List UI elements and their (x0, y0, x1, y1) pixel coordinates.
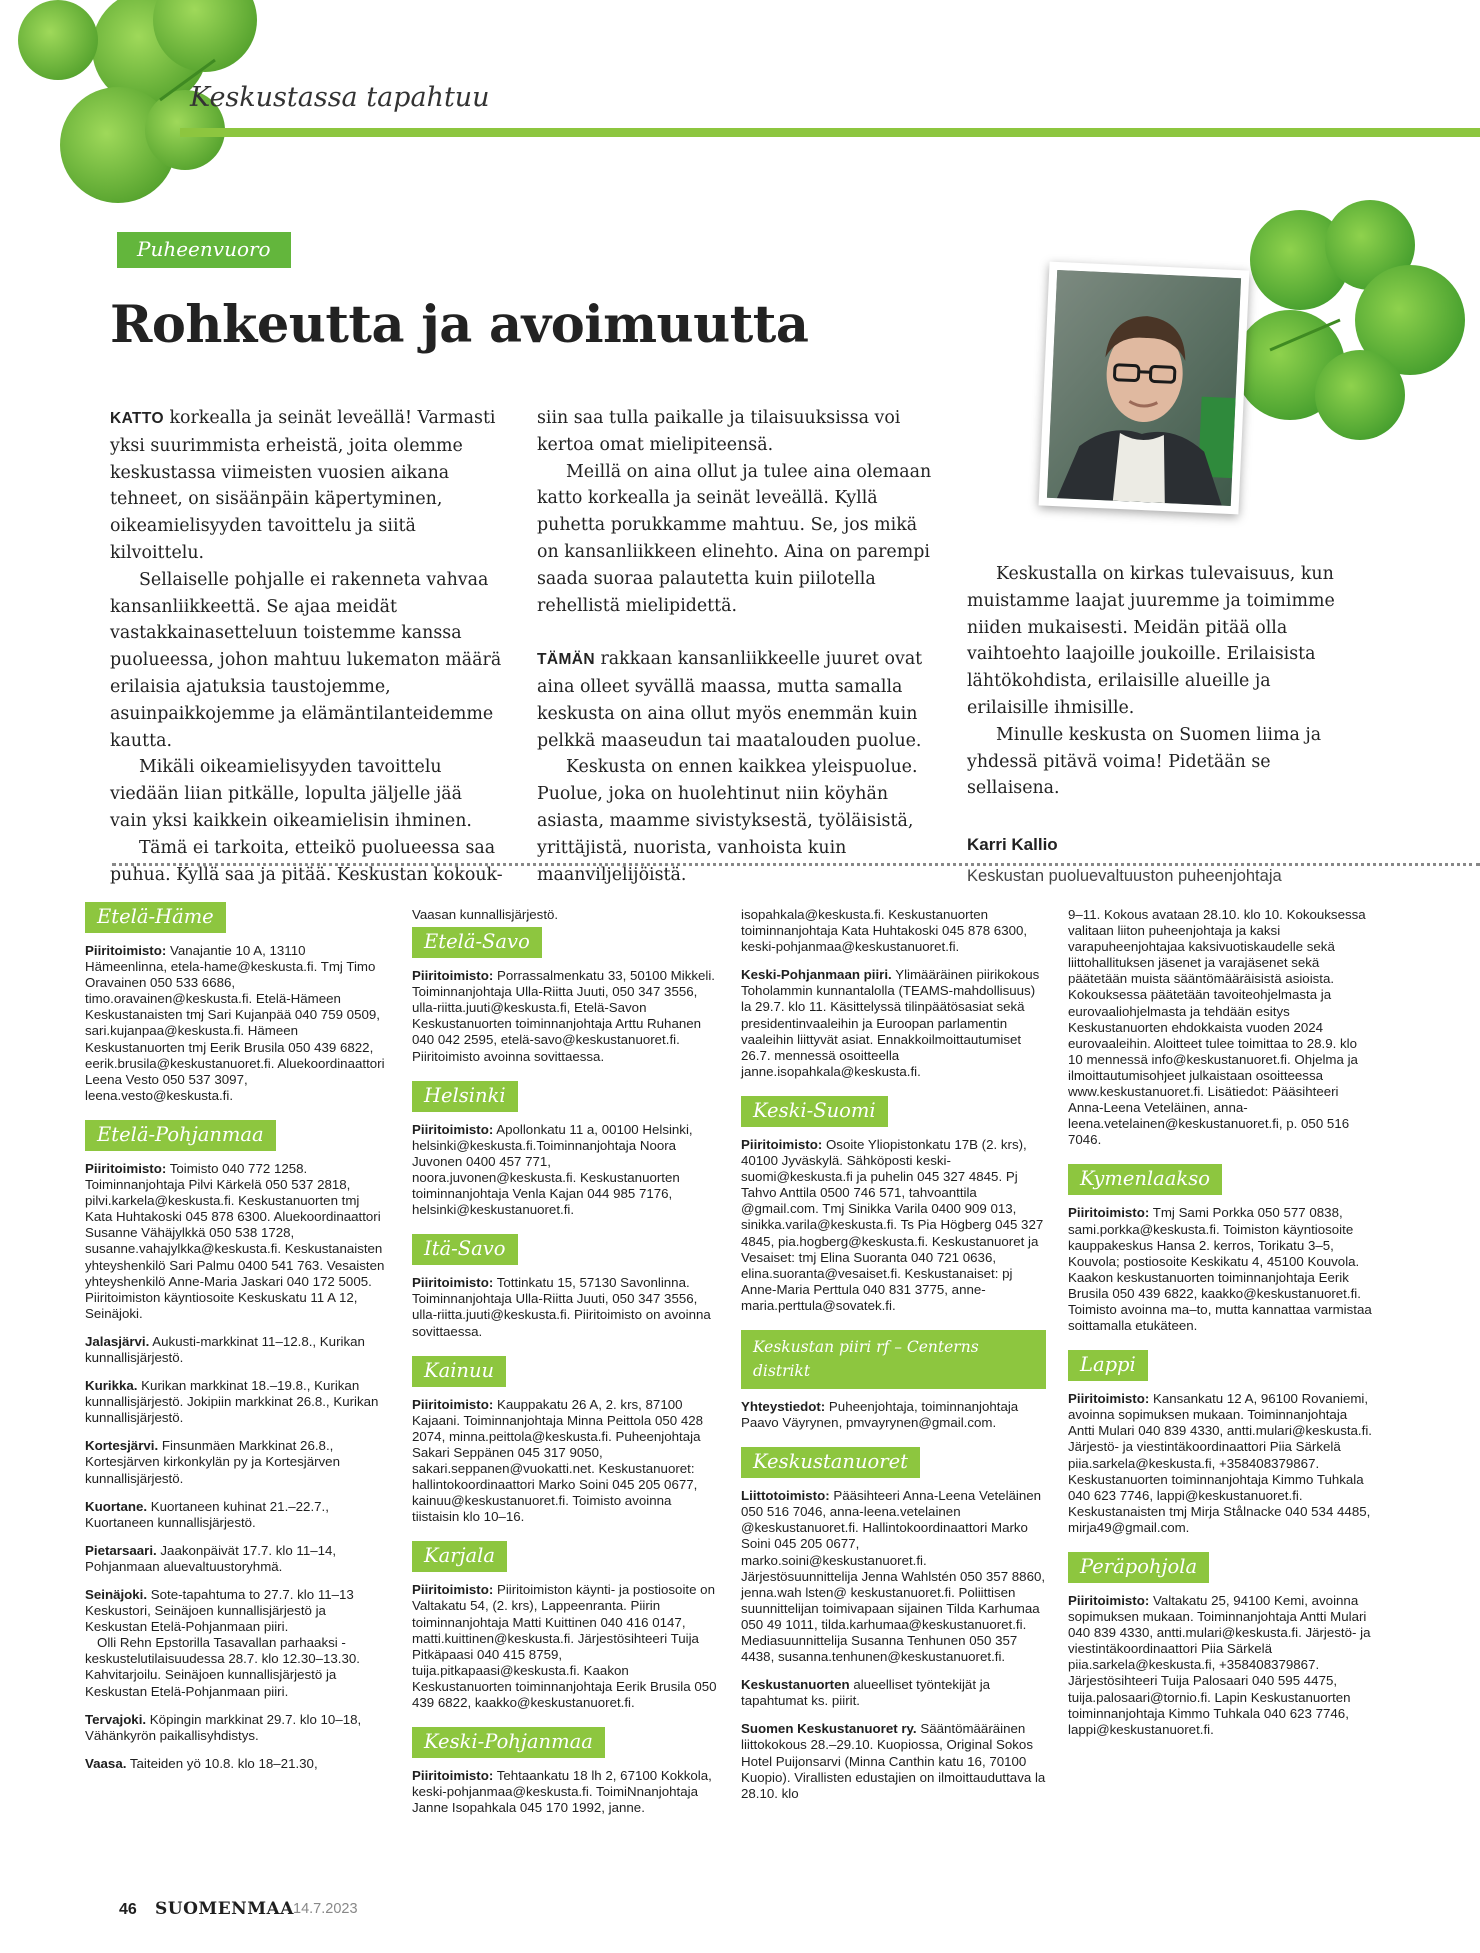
issue-date: 14.7.2023 (293, 1901, 358, 1917)
region-info: Piiritoimisto: Valtakatu 25, 94100 Kemi, avoinna sopimuksen mukaan. Toiminnanjohtaja Antti Mulari 040 839 4330, antti.mulari@keskusta.fi. Järjestö- ja viestintäkoordinaattori Piia Särkelä piia.sarkela@keskusta.fi, +358408379867. Järjestösihteeri Tuija Palosaari 040 595 4475, tuija.palosaari@tornio.fi. Lapin Keskustanuorten toiminnanjohtaja Kimmo Tuhkala 040 623 7746, lappi@keskustanuoret.fi. (1068, 1593, 1371, 1737)
article-paragraph (537, 646, 937, 754)
article-paragraph: Mikäli oikeamielisyyden tavoittelu viedään liian pitkälle, lopulta jäljelle jää vain yksi kaikkein oikeamielisin ihminen. (110, 757, 472, 831)
event-item: Kortesjärvi. Finsunmäen Markkinat 26.8., Kortesjärven kirkonkylän py ja Kortesjärven kunnallisjärjestö. (85, 1438, 340, 1486)
page-number: 46 (119, 1901, 137, 1918)
lead-word: TÄMÄN (537, 651, 595, 669)
event-item: Suomen Keskustanuoret ry. Sääntömääräinen liittokokous 28.–29.10. Kuopiossa, Original Sokos Hotel Puijonsarvi (Minna Canthin katu 16, 70100 Kuopio). Virallisten edustajien on ilmoittauduttava la 28.10. klo (741, 1721, 1046, 1801)
section-divider (112, 863, 1480, 866)
article-paragraph: Keskusta on ennen kaikkea yleispuolue. Puolue, joka on huolehtinut niin köyhän asiasta, maamme sivistyksestä, työläisistä, yrittäjistä, nuorista, vanhoista kuin maanviljelijöistä. (537, 757, 918, 885)
region-heading: Karjala (412, 1541, 507, 1572)
article-paragraph: Meillä on aina ollut ja tulee aina olemaan katto korkealla ja seinät leveällä. Kyllä puhetta porukkamme mahtuu. Se, jos mikä on kansanliikkeen elinehto. Aina on parempi saada suoraa palautetta kuin piilotella rehellistä mielipidettä. (537, 461, 932, 616)
region-info: Piiritoimisto: Tmj Sami Porkka 050 577 0838, sami.porkka@keskusta.fi. Toimiston käyntiosoite kauppakeskus Hansa 2. kerros, Torikatu 3–5, Kouvola; postiosoite Keskikatu 4, 45100 Kouvola. Kaakon keskustanuorten toiminnanjohtaja Eerik Brusila 050 439 6822, kaakko@keskustanuoret.fi. Toimisto avoinna ma–to, mutta kannattaa varmistaa soittamalla etukäteen. (1068, 1205, 1372, 1334)
event-item: Kurikka. Kurikan markkinat 18.–19.8., Kurikan kunnallisjärjestö. Jokipiin markkinat 26.8., Kurikan kunnallisjärjestö. (85, 1378, 379, 1426)
event-item: Jalasjärvi. Aukusti-markkinat 11–12.8., Kurikan kunnallisjärjestö. (85, 1333, 365, 1365)
author-role: Keskustan puoluevaltuuston puheenjohtaja (967, 866, 1282, 885)
region-heading: Etelä-Häme (85, 902, 226, 933)
region-heading: Keski-Pohjanmaa (412, 1727, 605, 1758)
lead-word: KATTO (110, 410, 164, 427)
article-tag: Puheenvuoro (117, 232, 291, 268)
article-paragraph: Minulle keskusta on Suomen liima ja yhdessä pitävä voima! Pidetään se sellaisena. (967, 724, 1322, 799)
article-title: Rohkeutta ja avoimuutta (110, 295, 809, 355)
region-heading: Kymenlaakso (1068, 1164, 1222, 1195)
clover-icon (1210, 200, 1480, 460)
paragraph-text: korkealla ja seinät leveällä! Varmasti yksi suurimmista erheistä, joita olemme keskustassa viimeisten vuosien aikana tehneet, on sisäänpäin käpertyminen, oikeamielisyyden tavoittelu ja siitä kilvoittelu. (110, 408, 496, 563)
event-item: Seinäjoki. Sote-tapahtuma to 27.7. klo 11–13 Keskustori, Seinäjoen kunnallisjärjestö ja Keskustan Etelä-Pohjanmaan piiri. (85, 1587, 354, 1635)
region-info: Piiritoimisto: Kansankatu 12 A, 96100 Rovaniemi, avoinna sopimuksen mukaan. Toiminnanjohtaja Antti Mulari 040 839 4330, antti.mulari@keskusta.fi. Järjestö- ja viestintäkoordinaattori Piia Särkelä piia.sarkela@keskusta.fi, +358408379867. Keskustanuorten toiminnanjohtaja Kimmo Tuhkala 040 623 7746, lappi@keskustanuoret.fi. Keskustanaisten tmj Mirja Stålnacke 040 534 4485, mirja49@gmail.com. (1068, 1391, 1372, 1535)
region-heading: Itä-Savo (412, 1234, 518, 1265)
events-column-3 (741, 907, 1046, 1814)
event-item: Keski-Pohjanmaan piiri. Ylimääräinen piirikokous Toholammin kunnantalolla (TEAMS-mahdollisuus) la 29.7. klo 11. Käsittelyssä tilinpäätösasiat sekä presidentinvaaleihin ja Euroopan parlamentin vaaleihin liittyvät asiat. Ennakkoilmoittautumiset 26.7. mennessä osoitteella janne.isopahkala@keskusta.fi. (741, 967, 1040, 1079)
event-continuation: Vaasan kunnallisjärjestö. (412, 907, 559, 922)
event-item: Vaasa. Taiteiden yö 10.8. klo 18–21.30, (85, 1755, 318, 1771)
region-info: Piiritoimisto: Osoite Yliopistonkatu 17B (2. krs), 40100 Jyväskylä. Sähköposti keski-suomi@keskusta.fi ja puhelin 045 327 4845. Pj Tahvo Anttila 0500 746 571, tahvoanttila @gmail.com. Tmj Sinikka Varila 0400 909 013, sinikka.varila@keskusta.fi. Ts Pia Högberg 045 327 4845, pia.hogberg@keskusta.fi. Keskustanuoret ja Vesaiset: tmj Elina Suoranta 040 721 0636, elina.suoranta@vesaiset.fi. Keskustanaiset: pj Anne-Maria Perttula 040 831 3775, anne-maria.perttula@sovatek.fi. (741, 1136, 1044, 1313)
article-column-2 (537, 405, 937, 888)
header-rule (180, 128, 1480, 137)
region-info: Piiritoimisto: Toimisto 040 772 1258. Toiminnanjohtaja Pilvi Kärkelä 050 537 2818, pilvi.karkela@keskusta.fi. Keskustanuorten tmj Kata Huhtakoski 045 878 6300. Aluekoordinaattori Susanne Vähäjylkkä 050 538 1728, susanne.vahajylkka@keskusta.fi. Keskustanaisten yhteyshenkilö Sari Palmu 0400 541 763. Vesaisten yhteyshenkilö Anne-Maria Jaskari 040 172 5005. Piiritoimiston käyntiosoite Keskuskatu 11 A 12, Seinäjoki. (85, 1160, 385, 1321)
region-heading: Keskustan piiri rf – Centerns distrikt (741, 1330, 1046, 1389)
author-name: Karri Kallio (967, 835, 1058, 855)
event-continuation: isopahkala@keskusta.fi. Keskustanuorten toiminnanjohtaja Kata Huhtakoski 045 878 6300, keski-pohjanmaa@keskustanuoret.fi. (741, 907, 1028, 955)
article-paragraph: Keskustalla on kirkas tulevaisuus, kun muistamme laajat juuremme ja toimimme niiden mukaisesti. Meidän pitää olla vaihtoehto laajoille joukoille. Erilaisista lähtökohdista, erilaisille alueille ja erilaisille ihmisille. (967, 564, 1335, 718)
region-info: Keskustanuorten alueelliset työntekijät ja tapahtumat ks. piirit. (741, 1677, 991, 1709)
article-paragraph: siin saa tulla paikalle ja tilaisuuksissa voi kertoa omat mielipiteensä. (537, 408, 901, 455)
event-item: Tervajoki. Köpingin markkinat 29.7. klo 10–18, Vähänkyrön paikallisyhdistys. (85, 1711, 362, 1743)
region-info: Piiritoimisto: Kauppakatu 26 A, 2. krs, 87100 Kajaani. Toiminnanjohtaja Minna Peittola 050 428 2074, minna.peittola@keskusta.fi. Puheenjohtaja Sakari Seppänen 045 317 9050, sakari.seppanen@vuokatti.net. Keskustanuoret: hallintokoordinaattori Marko Soini 045 205 0677, kainuu@keskustanuoret.fi. Toimisto avoinna tiistaisin klo 10–16. (412, 1396, 704, 1525)
paragraph-text: rakkaan kansanliikkeelle juuret ovat aina olleet syvällä maassa, mutta samalla keskusta on aina ollut myös enemmän kuin pelkkä maaseudun tai maatalouden puolue. (537, 649, 923, 751)
region-heading: Etelä-Pohjanmaa (85, 1120, 276, 1151)
region-info: Piiritoimisto: Tehtaankatu 18 lh 2, 67100 Kokkola, keski-pohjanmaa@keskusta.fi. ToimiNnanjohtaja Janne Isopahkala 045 170 1992, janne. (412, 1768, 712, 1816)
article-column-1 (110, 405, 503, 888)
region-heading: Peräpohjola (1068, 1552, 1209, 1583)
section-heading: Keskustassa tapahtuu (190, 82, 490, 113)
magazine-brand: SUOMENMAA (155, 1899, 294, 1919)
event-item: Kuortane. Kuortaneen kuhinat 21.–22.7., Kuortaneen kunnallisjärjestö. (85, 1498, 329, 1530)
author-photo-frame (1039, 262, 1250, 515)
region-heading: Keskustanuoret (741, 1447, 920, 1478)
region-heading: Kainuu (412, 1356, 506, 1387)
region-info: Piiritoimisto: Porrassalmenkatu 33, 50100 Mikkeli. Toiminnanjohtaja Ulla-Riitta Juuti, 050 347 3556, ulla-riitta.juuti@keskusta.fi, Etelä-Savon Keskustanuorten toiminnanjohtaja Arttu Ruhanen 040 042 2595, etelä-savo@keskustanuoret.fi. Piiritoimisto avoinna sovittaessa. (412, 968, 715, 1064)
region-info: Piiritoimisto: Piiritoimiston käynti- ja postiosoite on Valtakatu 54, (2. krs), Lappeenranta. Piirin toiminnanjohtaja Matti Kuittinen 040 416 0147, matti.kuittinen@keskusta.fi. Järjestösihteeri Tuija Pitkäpaasi 040 415 8759, tuija.pitkapaasi@keskusta.fi. Kaakon Keskustanuorten toiminnanjohtaja Eerik Brusila 050 439 6822, kaakko@keskustanuoret.fi. (412, 1582, 717, 1710)
events-column-1 (85, 898, 385, 1784)
region-heading: Helsinki (412, 1081, 518, 1112)
author-photo (1047, 270, 1241, 506)
region-info: Piiritoimisto: Vanajantie 10 A, 13110 Hämeenlinna, etela-hame@keskusta.fi. Tmj Timo Oravainen 050 533 6686, timo.oravainen@keskusta.fi. Etelä-Hämeen Keskustanaisten tmj Sari Kujanpää 040 759 0509, sari.kujanpaa@keskusta.fi. Hämeen Keskustanuorten tmj Eerik Brusila 050 439 6822, eerik.brusila@keskustanuoret.fi. Aluekoordinaattori Leena Vesto 050 537 3097, leena.vesto@keskusta.fi. (85, 943, 385, 1103)
event-continuation: 9–11. Kokous avataan 28.10. klo 10. Kokouksessa valitaan liiton puheenjohtaja ja kaksi varapuheenjohtajaa kaksivuotiskaudelle sekä liittohallituksen jäsenet ja varajäsenet sekä päätetään muista sääntömääräisistä asioista. Kokouksessa päätetään tavoiteohjelmasta ja eurovaaliohjelmasta ja tehdään esitys Keskustanuorten ehdokkaista vuoden 2024 eurovaaleihin. Aloitteet tulee toimittaa to 28.9. klo 10 mennessä info@keskustanuoret.fi. Ohjelma ja ilmoittautumisohjeet julkaistaan osoitteessa www.keskustanuoret.fi. Lisätiedot: Pääsihteeri Anna-Leena Veteläinen, anna-leena.vetelainen@keskustanuoret.fi, p. 050 516 7046. (1068, 907, 1366, 1148)
article-paragraph: Tämä ei tarkoita, etteikö puolueessa saa puhua. Kyllä saa ja pitää. Keskustan kokouk- (110, 837, 503, 885)
region-info: Piiritoimisto: Tottinkatu 15, 57130 Savonlinna. Toiminnanjohtaja Ulla-Riitta Juuti, 050 347 3556, ulla-riitta.juuti@keskusta.fi. Piiritoimisto on avoinna sovittaessa. (412, 1275, 711, 1339)
region-info: Piiritoimisto: Apollonkatu 11 a, 00100 Helsinki, helsinki@keskusta.fi.Toiminnanjohtaja Noora Juvonen 0400 457 771, noora.juvonen@keskusta.fi. Keskustanuorten toiminnanjohtaja Venla Kajan 044 985 7176, helsinki@keskustanuoret.fi. (412, 1121, 693, 1218)
region-heading: Keski-Suomi (741, 1096, 888, 1127)
author-block (967, 832, 1335, 890)
article-paragraph (110, 405, 503, 567)
article-column-3 (967, 561, 1335, 890)
region-info: Yhteystiedot: Puheenjohtaja, toiminnanjohtaja Paavo Väyrynen, pmvayrynen@gmail.com. (741, 1398, 1019, 1431)
event-item: Olli Rehn Epstorilla Tasavallan parhaaksi -keskustelutilaisuudessa 28.7. klo 12.30–13.30. Kahvitarjoilu. Seinäjoen kunnallisjärjestö ja Keskustan Etelä-Pohjanmaan piiri. (85, 1635, 360, 1699)
events-column-4 (1068, 907, 1373, 1750)
event-item: Pietarsaari. Jaakonpäivät 17.7. klo 11–14, Pohjanmaan aluevaltuustoryhmä. (85, 1542, 337, 1574)
events-column-2 (412, 907, 717, 1828)
region-heading: Etelä-Savo (412, 927, 542, 958)
region-heading: Lappi (1068, 1350, 1148, 1381)
region-info: Liittotoimisto: Pääsihteeri Anna-Leena Veteläinen 050 516 7046, anna-leena.vetelainen @keskustanuoret.fi. Hallintokoordinaattori Marko Soini 045 205 0677, marko.soini@keskustanuoret.fi. Järjestösuunnittelija Jenna Wahlstén 050 357 8860, jenna.wah lsten@ keskustanuoret.fi. Poliittisen suunnittelijan toimivapaan sijainen Tilda Karhumaa 050 49 1011, tilda.karhumaa@keskustanuoret.fi. Mediasuunnittelija Susanna Tenhunen 050 357 4438, susanna.tenhunen@keskustanuoret.fi. (741, 1488, 1046, 1665)
article-paragraph: Sellaiselle pohjalle ei rakenneta vahvaa kansanliikkeettä. Se ajaa meidät vastakkainasetteluun toistemme kanssa puolueessa, johon mahtuu lukematon määrä erilaisia ajatuksia taustojemme, asuinpaikkojemme ja elämäntilanteidemme kautta. (110, 569, 502, 751)
